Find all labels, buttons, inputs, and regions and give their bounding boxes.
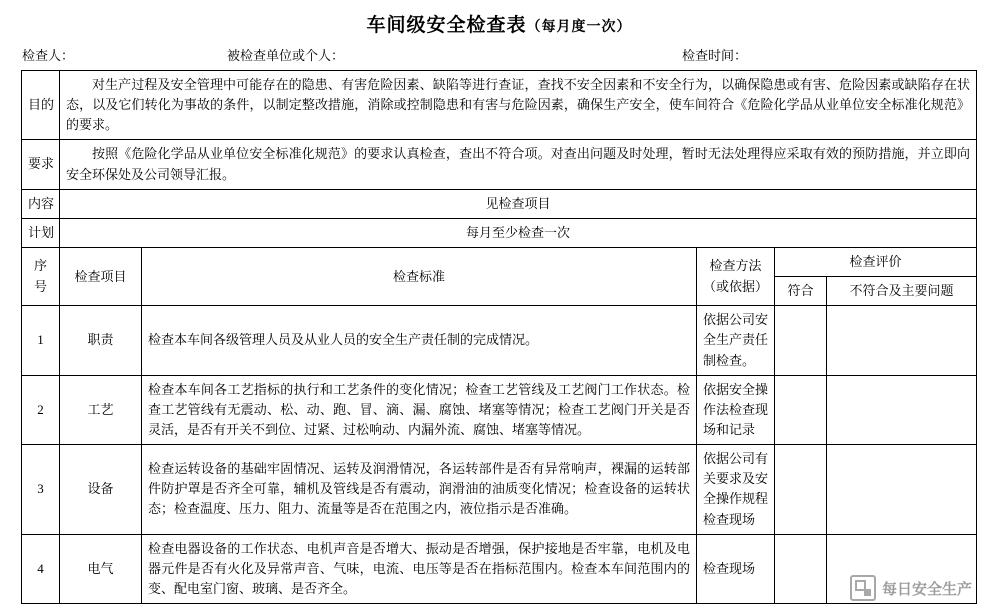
row-not-ok-cell[interactable] — [826, 375, 976, 444]
table-row — [22, 375, 977, 444]
column-header-standard: 检查标准 — [142, 247, 697, 305]
info-row-label: 要求 — [22, 140, 60, 189]
table-row — [22, 306, 977, 375]
row-standard: 检查运转设备的基础牢固情况、运转及润滑情况，各运转部件是否有异常响声，裸漏的运转部件防护罩是否齐全可靠，辅机及管线是否有震动，润滑油的油质变化情况；检查设备的运转状态；检查温度、压力、阻力、流量等是否在范围之内，液位指示是否准确。 — [142, 445, 697, 535]
column-header-ok: 符合 — [774, 277, 826, 306]
column-header-seq: 序号 — [22, 247, 60, 305]
row-ok-cell[interactable] — [774, 375, 826, 444]
row-ok-cell[interactable] — [774, 445, 826, 535]
row-seq: 4 — [22, 534, 60, 603]
info-row-text: 见检查项目 — [60, 189, 977, 218]
row-not-ok-cell[interactable] — [826, 306, 976, 375]
page-title-suffix: （每月度一次） — [526, 20, 632, 35]
row-not-ok-cell[interactable] — [826, 445, 976, 535]
row-ok-cell[interactable] — [774, 306, 826, 375]
inspected-unit-field-label: 被检查单位或个人： — [227, 48, 345, 63]
watermark-stamp — [850, 575, 972, 601]
info-row-plan — [22, 218, 977, 247]
table-row — [22, 445, 977, 535]
table-row — [22, 534, 977, 603]
row-standard: 检查本车间各工艺指标的执行和工艺条件的变化情况；检查工艺管线及工艺阀门工作状态。检查工艺管线有无震动、松、动、跑、冒、滴、漏、腐蚀、堵塞等情况；检查工艺阀门开关是否灵活，是否有开关不到位、过紧、过松响动、内漏外流、腐蚀、堵塞等情况。 — [142, 375, 697, 444]
column-header-method-line2: （或依据） — [702, 278, 768, 294]
row-seq: 1 — [22, 306, 60, 375]
row-method: 依据公司安全生产责任制检查。 — [696, 306, 774, 375]
inspect-time-field-label: 检查时间： — [682, 48, 748, 63]
info-row-text: 每月至少检查一次 — [60, 218, 977, 247]
row-item: 电气 — [60, 534, 142, 603]
row-ok-cell[interactable] — [774, 534, 826, 603]
info-row-label: 计划 — [22, 218, 60, 247]
row-method: 依据公司有关要求及安全操作规程检查现场 — [696, 445, 774, 535]
row-standard: 检查本车间各级管理人员及从业人员的安全生产责任制的完成情况。 — [142, 306, 697, 375]
row-item: 工艺 — [60, 375, 142, 444]
header-fields — [0, 45, 998, 70]
column-header-not-ok: 不符合及主要问题 — [826, 277, 976, 306]
row-method: 检查现场 — [696, 534, 774, 603]
info-row-content — [22, 189, 977, 218]
row-standard: 检查电器设备的工作状态、电机声音是否增大、振动是否增强，保护接地是否牢靠，电机及电器元件是否有火化及异常声音、气味，电流、电压等是否在指标范围内。检查本车间范围内的变、配电室门窗、玻璃、是否齐全。 — [142, 534, 697, 603]
info-row-requirement — [22, 140, 977, 189]
page-title-text: 车间级安全检查表 — [366, 15, 527, 36]
row-method: 依据安全操作法检查现场和记录 — [696, 375, 774, 444]
info-row-label: 目的 — [22, 71, 60, 140]
row-seq: 3 — [22, 445, 60, 535]
info-row-purpose — [22, 71, 977, 140]
info-row-label: 内容 — [22, 189, 60, 218]
row-item: 设备 — [60, 445, 142, 535]
column-header-evaluation: 检查评价 — [774, 247, 976, 276]
table-header-row — [22, 247, 977, 276]
watermark-label: 每日安全生产 — [881, 580, 972, 598]
qr-code-icon — [850, 575, 876, 601]
info-row-text: 对生产过程及安全管理中可能存在的隐患、有害危险因素、缺陷等进行查证，查找不安全因素和不安全行为，以确保隐患或有害、危险因素或缺陷存在状态，以及它们转化为事故的条件，以制定整改措施，消除或控制隐患和有害与危险因素，确保生产安全，使车间符合《危险化学品从业单位安全标准化规范》的要求。 — [60, 71, 977, 140]
checklist-table — [21, 70, 977, 604]
column-header-item: 检查项目 — [60, 247, 142, 305]
inspector-field-label: 检查人： — [22, 48, 75, 63]
row-item: 职责 — [60, 306, 142, 375]
page-title — [0, 0, 998, 45]
column-header-method-line1: 检查方法 — [709, 258, 762, 274]
column-header-method — [696, 247, 774, 305]
info-row-text: 按照《危险化学品从业单位安全标准化规范》的要求认真检查，查出不符合项。对查出问题及时处理，暂时无法处理得应采取有效的预防措施，并立即向安全环保处及公司领导汇报。 — [60, 140, 977, 189]
row-seq: 2 — [22, 375, 60, 444]
